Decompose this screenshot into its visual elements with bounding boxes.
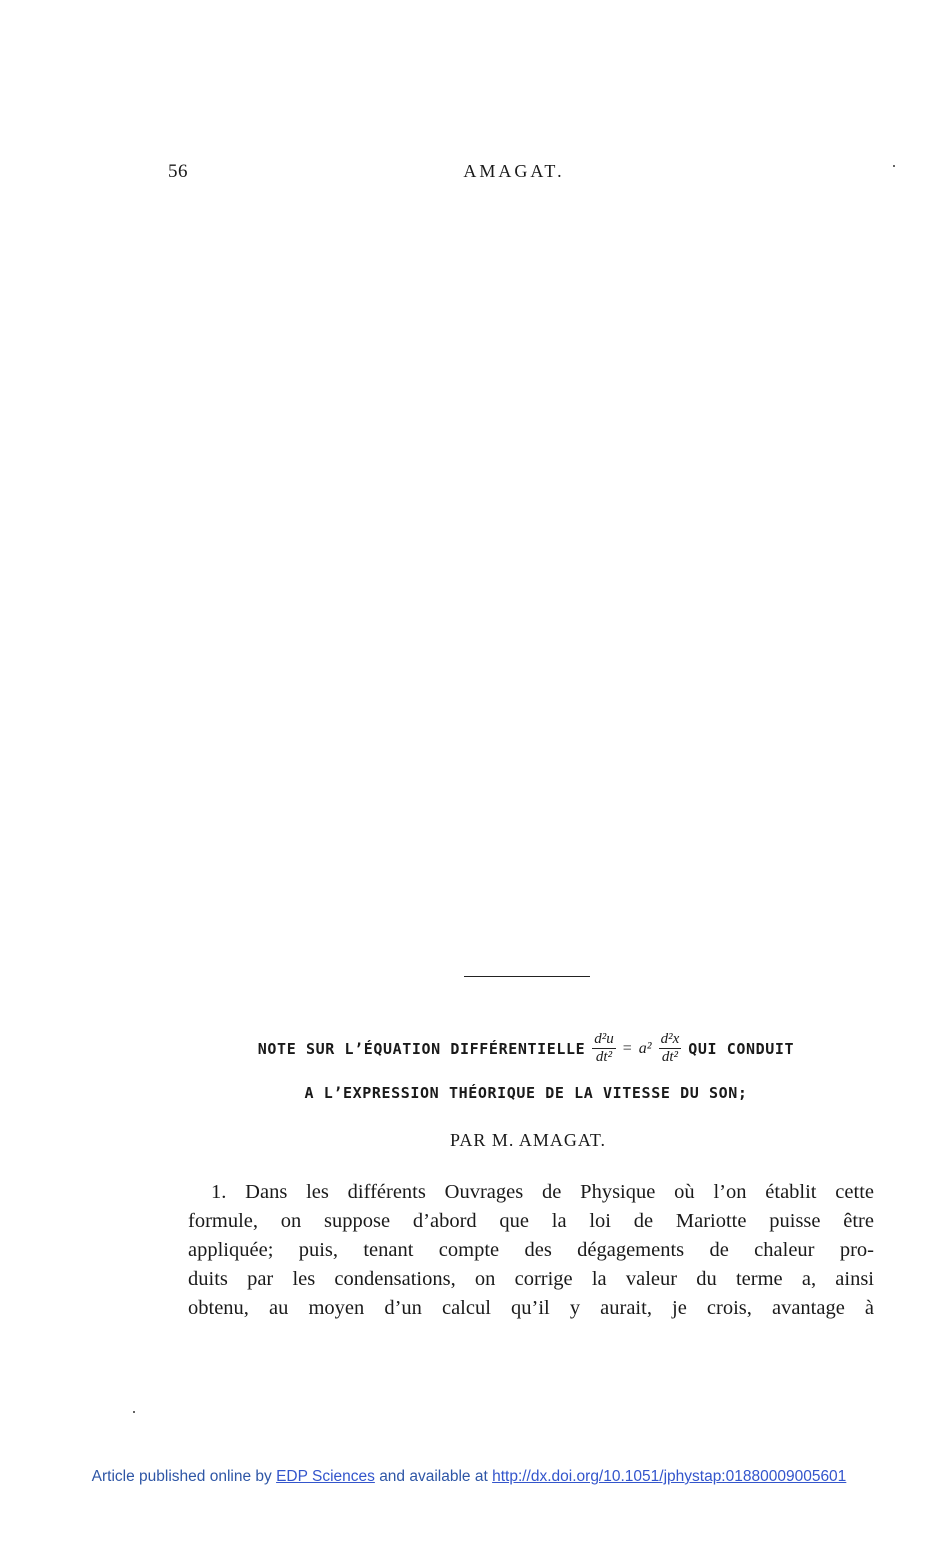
- equation-lhs-numerator: d²u: [594, 1031, 614, 1047]
- footer-prefix: Article published online by: [91, 1468, 272, 1485]
- equation-rhs-numerator: d²x: [660, 1031, 680, 1047]
- body-line-5: obtenu, au moyen d’un calcul qu’il y aurait, je crois, avantage à: [188, 1297, 874, 1319]
- body-line-1: 1. Dans les différents Ouvrages de Physique où l’on établit cette: [211, 1181, 874, 1203]
- equation-rhs-denominator: dt²: [661, 1049, 678, 1065]
- footer-middle: and available at: [379, 1468, 488, 1485]
- body-line-3: appliquée; puis, tenant compte des dégagements de chaleur pro-: [188, 1239, 874, 1261]
- author-byline: PAR M. AMAGAT.: [449, 1130, 607, 1150]
- equation-lhs-fraction: [592, 1032, 616, 1065]
- equation-coefficient: a²: [638, 1039, 652, 1057]
- equation-equals-sign: =: [622, 1039, 632, 1057]
- body-line-4: duits par les condensations, on corrige la valeur du terme a, ainsi: [188, 1268, 874, 1290]
- edp-sciences-link[interactable]: EDP Sciences: [276, 1468, 375, 1485]
- equation-rhs-fraction: [659, 1032, 682, 1065]
- equation-lhs-denominator: dt²: [595, 1049, 613, 1065]
- article-title-line-2: A L’EXPRESSION THÉORIQUE DE LA VITESSE DU SON;: [304, 1084, 748, 1102]
- scan-speck-bottom: [133, 1411, 135, 1413]
- title-text-after-equation: QUI CONDUIT: [688, 1039, 795, 1058]
- section-rule: [464, 976, 590, 977]
- scan-speck: [893, 165, 895, 167]
- doi-link[interactable]: http://dx.doi.org/10.1051/jphystap:01880009005601: [492, 1468, 847, 1485]
- running-title: AMAGAT.: [463, 161, 565, 181]
- article-title-line-1: [0, 1032, 930, 1065]
- title-text-before-equation: NOTE SUR L’ÉQUATION DIFFÉRENTIELLE: [257, 1039, 586, 1058]
- body-line-2: formule, on suppose d’abord que la loi de Mariotte puisse être: [188, 1210, 874, 1232]
- page-number: 56: [168, 161, 188, 182]
- publisher-footer: [0, 1468, 930, 1486]
